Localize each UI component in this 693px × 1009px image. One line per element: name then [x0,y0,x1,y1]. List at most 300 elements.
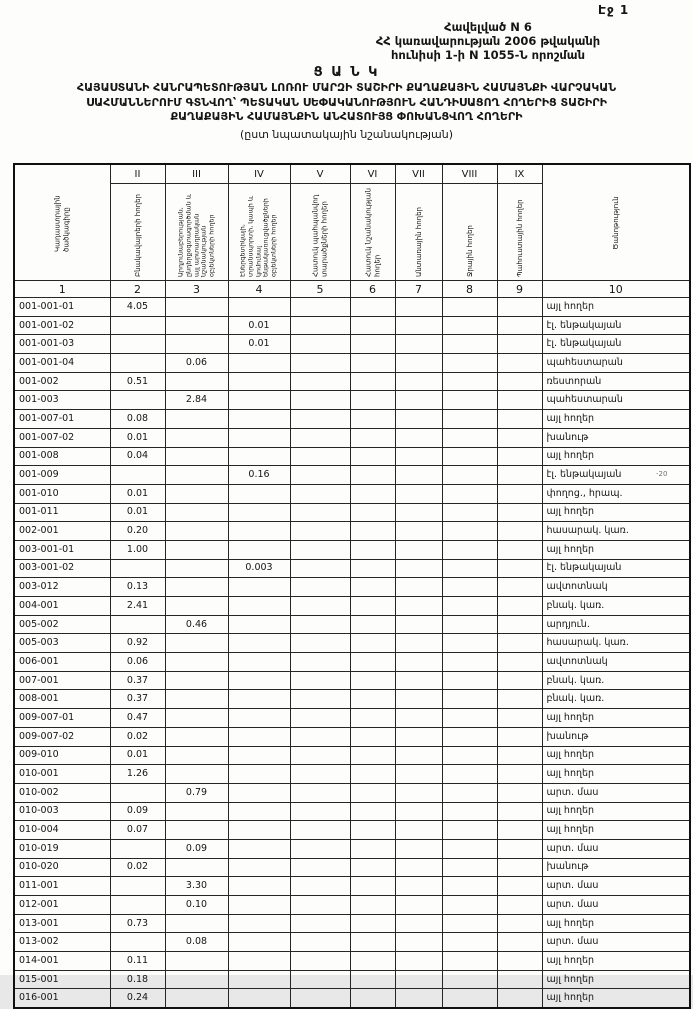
value-cell [228,354,290,373]
header-protected-area-lands: Հատուկ պահպանվող տարածքների հողեր [290,184,350,281]
value-cell [497,671,542,690]
value-cell [290,335,350,354]
value-cell [442,391,497,410]
remark-cell: հասարակ. կառ. [542,634,690,653]
value-cell [497,615,542,634]
table-row [14,896,690,915]
value-cell [442,839,497,858]
remark-cell: պահեստարան [542,391,690,410]
value-cell: 0.46 [165,615,228,634]
value-cell [350,783,395,802]
header-forest-lands: Անտառային հողեր [395,184,442,281]
value-cell [497,914,542,933]
value-cell: 0.08 [165,933,228,952]
value-cell [290,354,350,373]
value-cell: 0.02 [110,727,165,746]
table-row [14,877,690,896]
value-cell [350,952,395,971]
value-cell [228,914,290,933]
value-cell [165,671,228,690]
value-cell [350,522,395,541]
table-row [14,634,690,653]
value-cell [497,634,542,653]
value-cell [350,447,395,466]
table-row [14,466,690,485]
cadastral-code-cell: 010-020 [14,858,110,877]
value-cell [442,484,497,503]
value-cell [497,821,542,840]
value-cell: 0.06 [110,653,165,672]
value-cell [165,484,228,503]
value-cell [442,597,497,616]
value-cell [290,765,350,784]
value-cell [442,989,497,1008]
roman-numeral: II [110,164,165,184]
cadastral-code-cell: 008-001 [14,690,110,709]
value-cell: 0.09 [110,802,165,821]
remark-cell: էլ. ենթակայան [542,335,690,354]
value-cell [110,933,165,952]
cadastral-code-cell: 003-001-02 [14,559,110,578]
value-cell [350,428,395,447]
roman-numeral: VIII [442,164,497,184]
table-row [14,970,690,989]
value-cell [442,466,497,485]
title-line-2: ՍԱՀՄԱՆՆԵՐՈՒՄ ԳՏՆՎՈՂ՝ ՊԵՏԱԿԱՆ ՍԵՓԱԿԱՆՈՒԹՅՈՒՆ ՀԱՆԴԻՍԱՑՈՂ ՀՈՂԵՐԻՑ ՏԱՇԻՐԻ [86,95,607,109]
column-number-row [14,281,690,298]
value-cell [110,615,165,634]
value-cell: 0.37 [110,690,165,709]
value-cell [165,559,228,578]
value-cell [228,765,290,784]
cadastral-code-cell: 010-001 [14,765,110,784]
value-cell [395,989,442,1008]
value-cell [442,578,497,597]
value-cell [395,952,442,971]
value-cell [395,690,442,709]
value-cell [497,578,542,597]
value-cell: 0.51 [110,372,165,391]
value-cell [442,634,497,653]
value-cell [442,933,497,952]
cadastral-code-cell: 003-001-01 [14,540,110,559]
value-cell [497,522,542,541]
remark-cell: խանութ [542,727,690,746]
value-cell [497,690,542,709]
value-cell [228,970,290,989]
value-cell [442,540,497,559]
value-cell [228,839,290,858]
remark-cell: այլ հողեր [542,914,690,933]
table-row [14,821,690,840]
cadastral-code-cell: 010-002 [14,783,110,802]
value-cell: 0.20 [110,522,165,541]
value-cell [442,727,497,746]
value-cell [442,970,497,989]
table-row [14,671,690,690]
value-cell [290,821,350,840]
table-row [14,597,690,616]
value-cell [395,615,442,634]
cadastral-code-cell: 009-007-02 [14,727,110,746]
cadastral-code-cell: 001-003 [14,391,110,410]
value-cell: 0.01 [228,316,290,335]
value-cell [350,484,395,503]
value-cell [395,933,442,952]
value-cell [110,896,165,915]
cadastral-code-cell: 001-007-01 [14,410,110,429]
value-cell [228,746,290,765]
value-cell [290,839,350,858]
column-number: 1 [14,281,110,298]
value-cell [350,858,395,877]
column-number: 10 [542,281,690,298]
remark-cell: այլ հողեր [542,503,690,522]
value-cell [395,727,442,746]
value-cell [350,914,395,933]
title-line-1: ՀԱՅԱՍՏԱՆԻ ՀԱՆՐԱՊԵՏՈՒԹՅԱՆ ԼՈՌՈՒ ՄԱՐԶԻ ՏԱՇԻՐԻ ՔԱՂԱՔԱՅԻՆ ՀԱՄԱՅՆՔԻ ՎԱՐՉԱԿԱՆ [76,81,617,94]
value-cell [165,709,228,728]
table-row [14,447,690,466]
value-cell [290,858,350,877]
value-cell [165,372,228,391]
appendix-title: Հավելված N 6 [444,20,532,34]
cadastral-code-cell: 001-010 [14,484,110,503]
value-cell [442,522,497,541]
value-cell [165,428,228,447]
value-cell [228,709,290,728]
value-cell [395,634,442,653]
value-cell [497,597,542,616]
value-cell: 0.47 [110,709,165,728]
value-cell [165,727,228,746]
value-cell: 0.07 [110,821,165,840]
value-cell [165,597,228,616]
remark-cell: այլ հողեր [542,540,690,559]
value-cell [228,896,290,915]
value-cell [228,671,290,690]
remark-cell: այլ հողեր [542,447,690,466]
remark-cell: արդյուն. [542,615,690,634]
value-cell [350,746,395,765]
value-cell [290,877,350,896]
value-cell [228,372,290,391]
cadastral-code-cell: 001-008 [14,447,110,466]
value-cell [497,709,542,728]
column-number: 8 [442,281,497,298]
value-cell [497,335,542,354]
value-cell [395,839,442,858]
value-cell [497,989,542,1008]
cadastral-code-cell: 002-001 [14,522,110,541]
value-cell [395,578,442,597]
remark-cell: այլ հողեր [542,989,690,1008]
remark-cell: այլ հողեր [542,952,690,971]
value-cell [395,522,442,541]
cadastral-code-cell: 010-019 [14,839,110,858]
value-cell [395,391,442,410]
value-cell: 1.00 [110,540,165,559]
value-cell [442,354,497,373]
appendix-block [288,20,688,62]
value-cell [442,877,497,896]
remark-cell: այլ հողեր [542,709,690,728]
value-cell: 2.84 [165,391,228,410]
remark-cell: այլ հողեր [542,765,690,784]
table-row [14,298,690,317]
value-cell [110,839,165,858]
table-row [14,578,690,597]
value-cell [395,466,442,485]
roman-numeral-row [14,164,690,184]
value-cell [497,298,542,317]
value-cell [442,690,497,709]
value-cell [290,746,350,765]
value-cell [165,858,228,877]
value-cell [442,914,497,933]
value-cell [442,858,497,877]
cadastral-code-cell: 013-002 [14,933,110,952]
header-special-purpose-lands: Հատուկ նշանակության հողեր [350,184,395,281]
value-cell [442,802,497,821]
value-cell: 0.003 [228,559,290,578]
value-cell [290,896,350,915]
value-cell [228,989,290,1008]
column-number: 7 [395,281,442,298]
remark-cell: արտ. մաս [542,933,690,952]
decree-line-2: հունիսի 1-ի N 1055-Ն որոշման [391,48,585,62]
page-number-label: Էջ 1 [598,3,630,17]
value-cell [290,952,350,971]
value-cell: 2.41 [110,597,165,616]
table-body [14,298,690,1009]
value-cell [228,783,290,802]
value-cell [228,690,290,709]
value-cell [442,709,497,728]
remark-cell: ավտոտնակ [542,653,690,672]
value-cell [165,466,228,485]
remark-cell: էլ. ենթակայան [542,466,690,485]
value-cell [395,709,442,728]
value-cell [497,952,542,971]
value-cell [290,634,350,653]
value-cell [290,709,350,728]
value-cell [110,877,165,896]
remark-cell: էլ. ենթակայան [542,316,690,335]
value-cell [290,653,350,672]
remark-cell: արտ. մաս [542,839,690,858]
value-cell: 0.79 [165,783,228,802]
remark-cell: ավտոտնակ [542,578,690,597]
value-cell: 0.01 [110,428,165,447]
table-header [14,164,690,298]
table-row [14,354,690,373]
cadastral-code-cell: 010-004 [14,821,110,840]
cadastral-code-cell: 001-007-02 [14,428,110,447]
cadastral-code-cell: 001-001-04 [14,354,110,373]
value-cell [165,634,228,653]
value-cell [350,634,395,653]
value-cell [395,298,442,317]
table-row [14,391,690,410]
value-cell [442,821,497,840]
value-cell: 0.01 [110,746,165,765]
value-cell [290,671,350,690]
value-cell [165,447,228,466]
value-cell [442,298,497,317]
value-cell: 0.92 [110,634,165,653]
value-cell [442,335,497,354]
value-cell [165,802,228,821]
value-cell [442,615,497,634]
value-cell: 0.16 [228,466,290,485]
value-cell [395,858,442,877]
remark-cell: բնակ. կառ. [542,597,690,616]
value-cell [395,821,442,840]
remark-cell: խանութ [542,428,690,447]
cadastral-code-cell: 013-001 [14,914,110,933]
value-cell [290,484,350,503]
column-number: 2 [110,281,165,298]
value-cell [110,391,165,410]
column-number: 6 [350,281,395,298]
value-cell [442,896,497,915]
value-cell [442,503,497,522]
cadastral-code-cell: 007-001 [14,671,110,690]
value-cell [290,783,350,802]
value-cell [497,858,542,877]
value-cell [165,410,228,429]
cadastral-code-cell: 014-001 [14,952,110,971]
value-cell [228,428,290,447]
value-cell [350,690,395,709]
value-cell [165,335,228,354]
value-cell [350,821,395,840]
value-cell [395,765,442,784]
value-cell [395,484,442,503]
value-cell [497,746,542,765]
remark-cell: արտ. մաս [542,877,690,896]
cadastral-code-cell: 001-002 [14,372,110,391]
cadastral-code-cell: 001-011 [14,503,110,522]
value-cell: 4.05 [110,298,165,317]
cadastral-code-cell: 010-003 [14,802,110,821]
value-cell: 0.04 [110,447,165,466]
table-row [14,858,690,877]
cadastral-code-cell: 015-001 [14,970,110,989]
value-cell [110,316,165,335]
value-cell [497,727,542,746]
value-cell [442,671,497,690]
cadastral-code-cell: 001-001-03 [14,335,110,354]
value-cell [395,970,442,989]
value-cell [228,858,290,877]
remark-cell: այլ հողեր [542,970,690,989]
value-cell [497,970,542,989]
value-cell [395,671,442,690]
value-cell [350,896,395,915]
value-cell [350,391,395,410]
value-cell: 0.18 [110,970,165,989]
value-cell [110,466,165,485]
value-cell [442,372,497,391]
value-cell [395,783,442,802]
table-row [14,335,690,354]
margin-annotation: -20 [656,470,668,478]
cadastral-code-cell: 001-001-02 [14,316,110,335]
value-cell [350,653,395,672]
value-cell: 0.01 [110,503,165,522]
cadastral-code-cell: 001-001-01 [14,298,110,317]
value-cell: 0.37 [110,671,165,690]
cadastral-code-cell: 011-001 [14,877,110,896]
cadastral-code-cell: 005-002 [14,615,110,634]
table-row [14,615,690,634]
value-cell [290,372,350,391]
value-cell [290,410,350,429]
value-cell [442,783,497,802]
value-cell [290,578,350,597]
value-cell [395,653,442,672]
value-cell: 0.02 [110,858,165,877]
value-cell [165,316,228,335]
value-cell [442,447,497,466]
value-cell [395,372,442,391]
cadastral-code-cell: 006-001 [14,653,110,672]
value-cell [442,428,497,447]
value-cell [395,802,442,821]
value-cell [395,447,442,466]
value-cell [290,690,350,709]
roman-numeral: V [290,164,350,184]
title-line-3: ՔԱՂԱՔԱՅԻՆ ՀԱՄԱՅՆՔԻՆ ԱՆՀԱՏՈՒՅՑ ՓՈԽԱՆՑՎՈՂ ՀՈՂԵՐԻ [170,110,523,123]
value-cell [497,354,542,373]
remark-cell: հասարակ. կառ. [542,522,690,541]
value-cell: 0.01 [110,484,165,503]
value-cell: 0.24 [110,989,165,1008]
value-cell [395,503,442,522]
value-cell [350,597,395,616]
value-cell [165,914,228,933]
column-number: 3 [165,281,228,298]
remark-cell: էլ. ենթակայան [542,559,690,578]
value-cell [350,839,395,858]
value-cell [165,989,228,1008]
value-cell: 0.08 [110,410,165,429]
table-row [14,746,690,765]
value-cell [497,933,542,952]
remark-cell: այլ հողեր [542,802,690,821]
value-cell [290,316,350,335]
value-cell [395,354,442,373]
column-number: 9 [497,281,542,298]
value-cell [497,783,542,802]
value-cell [290,503,350,522]
value-cell [350,877,395,896]
value-cell [442,559,497,578]
remark-cell: պահեստարան [542,354,690,373]
value-cell [497,447,542,466]
value-cell [395,540,442,559]
table-row [14,765,690,784]
value-cell [442,316,497,335]
value-cell [165,970,228,989]
value-cell [395,335,442,354]
value-cell: 3.30 [165,877,228,896]
value-cell [350,410,395,429]
value-cell [228,484,290,503]
value-cell [290,298,350,317]
